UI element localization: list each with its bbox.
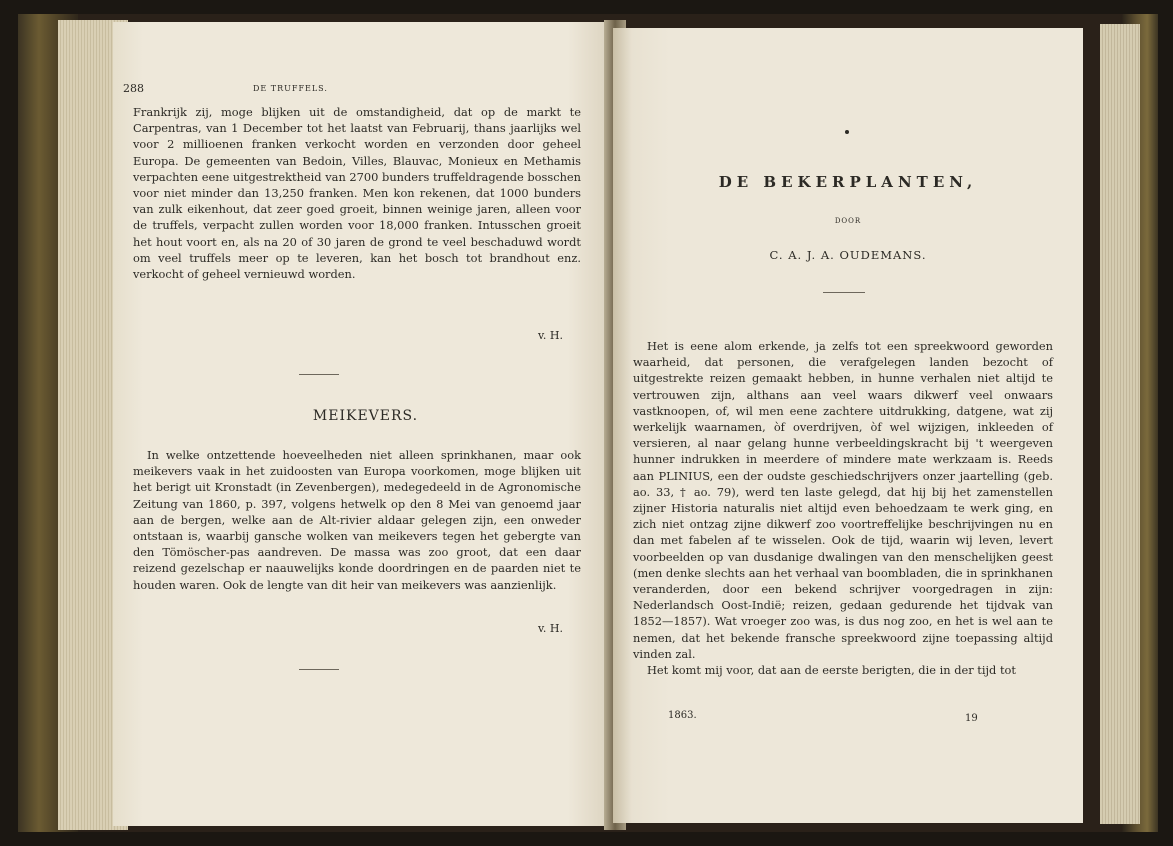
divider [823, 292, 865, 293]
article-title: DE BEKERPLANTEN, [718, 173, 978, 191]
footer-year: 1863. [668, 710, 697, 721]
book [18, 14, 1158, 832]
signature-truffels: v. H. [538, 329, 563, 342]
divider [299, 374, 339, 375]
printer-mark [845, 130, 849, 134]
signature-meikevers: v. H. [538, 622, 563, 635]
page-number: 288 [123, 82, 144, 95]
section-title-meikevers: MEIKEVERS. [312, 408, 419, 424]
right-page [613, 28, 1083, 823]
byline-door: DOOR [834, 217, 862, 225]
bekerplanten-paragraph: Het is eene alom erkende, ja zelfs tot een spreekwoord geworden waarheid, dat personen, die verafgelegen landen bezocht of uitgestrekte reizen gemaakt hebben, in hunne verhalen niet altijd te vertrouwen zijn, althans aan veel waars dikwerf veel onwaars vastknoopen, of, wil men eene zachtere uitdrukking, datgene, wat zij werkelijk waarnamen, òf overdrijven, òf wel wijzigen, inkleeden of versieren, al naar gelang hunne verbeeldingskracht bij 't weergeven hunner indrukken in meerdere of mindere mate werkzaam is. Reeds aan PLINIUS, een der oudste geschiedschrijvers onzer jaartelling (geb. ao. 33, † ao. 79), werd ten laste gelegd, dat hij bij het zamenstellen zijner Historia naturalis niet altijd even behoedzaam te werk ging, en zich niet ontzag zijne dikwerf zoo voortreffelijke beschrijvingen nu en dan met fabelen af te wisselen. Ook de tijd, waarin wij leven, levert voorbeelden op van dusdanige dwalingen van den menschelijken geest (men denke slechts aan het verhaal van boombladen, die in sprinkhanen veranderden, door een bekend schrijver voorgedragen in zijn: Nederlandsch Oost-Indië; reizen, gedaan gedurende het tijdvak van 1852—1857). Wat vroeger zoo was, is dus nog zoo, en het is wel aan te nemen, dat het bekende fransche spreekwoord zijne toepassing altijd vinden zal. Het komt mij voor, dat aan de eerste berigten, die in der tijd tot [633, 339, 1053, 678]
divider [299, 669, 339, 670]
article-author: C. A. J. A. OUDEMANS. [769, 248, 927, 262]
left-page [113, 22, 618, 826]
running-head: DE TRUFFELS. [253, 84, 328, 93]
signature-mark: 19 [965, 713, 978, 724]
meikevers-paragraph: In welke ontzettende hoeveelheden niet alleen sprinkhanen, maar ook meikevers vaak in het zuidoosten van Europa voorkomen, moge blijken uit het berigt uit Kronstadt (in Zevenbergen), medegedeeld in de Agronomische Zeitung van 1860, p. 397, volgens hetwelk op den 8 Mei van genoemd jaar aan de bergen, welke aan de Alt-rivier aldaar gelegen zijn, een onweder ontstaan is, waarbij gansche wolken van meikevers tegen het gebergte van den Tömöscher-pas aandreven. De massa was zoo groot, dat een daar reizend gezelschap er naauwelijks konde doordringen en de paarden niet te houden waren. Ook de lengte van dit heir van meikevers was aanzienlijk. [133, 448, 581, 592]
page-edges-right [1100, 24, 1140, 824]
truffels-paragraph: Frankrijk zij, moge blijken uit de omstandigheid, dat op de markt te Carpentras, van 1 December tot het laatst van Februarij, thans jaarlijks wel voor 2 millioenen franken verkocht worden en verzonden door geheel Europa. De gemeenten van Bedoin, Villes, Blauvac, Monieux en Methamis verpachten eene uitgestrektheid van 2700 bunders truffeldragende bosschen voor niet minder dan 13,250 franken. Men kon rekenen, dat 1000 bunders van zulk eikenhout, dat zeer goed groeit, binnen weinige jaren, alleen voor de truffels, verpacht zullen worden voor 18,000 franken. Intusschen groeit het hout voort en, als na 20 of 30 jaren de grond te veel beschaduwd wordt om veel truffels meer op te leveren, kan het bosch tot brandhout enz. verkocht of geheel vernieuwd worden. [133, 105, 581, 282]
